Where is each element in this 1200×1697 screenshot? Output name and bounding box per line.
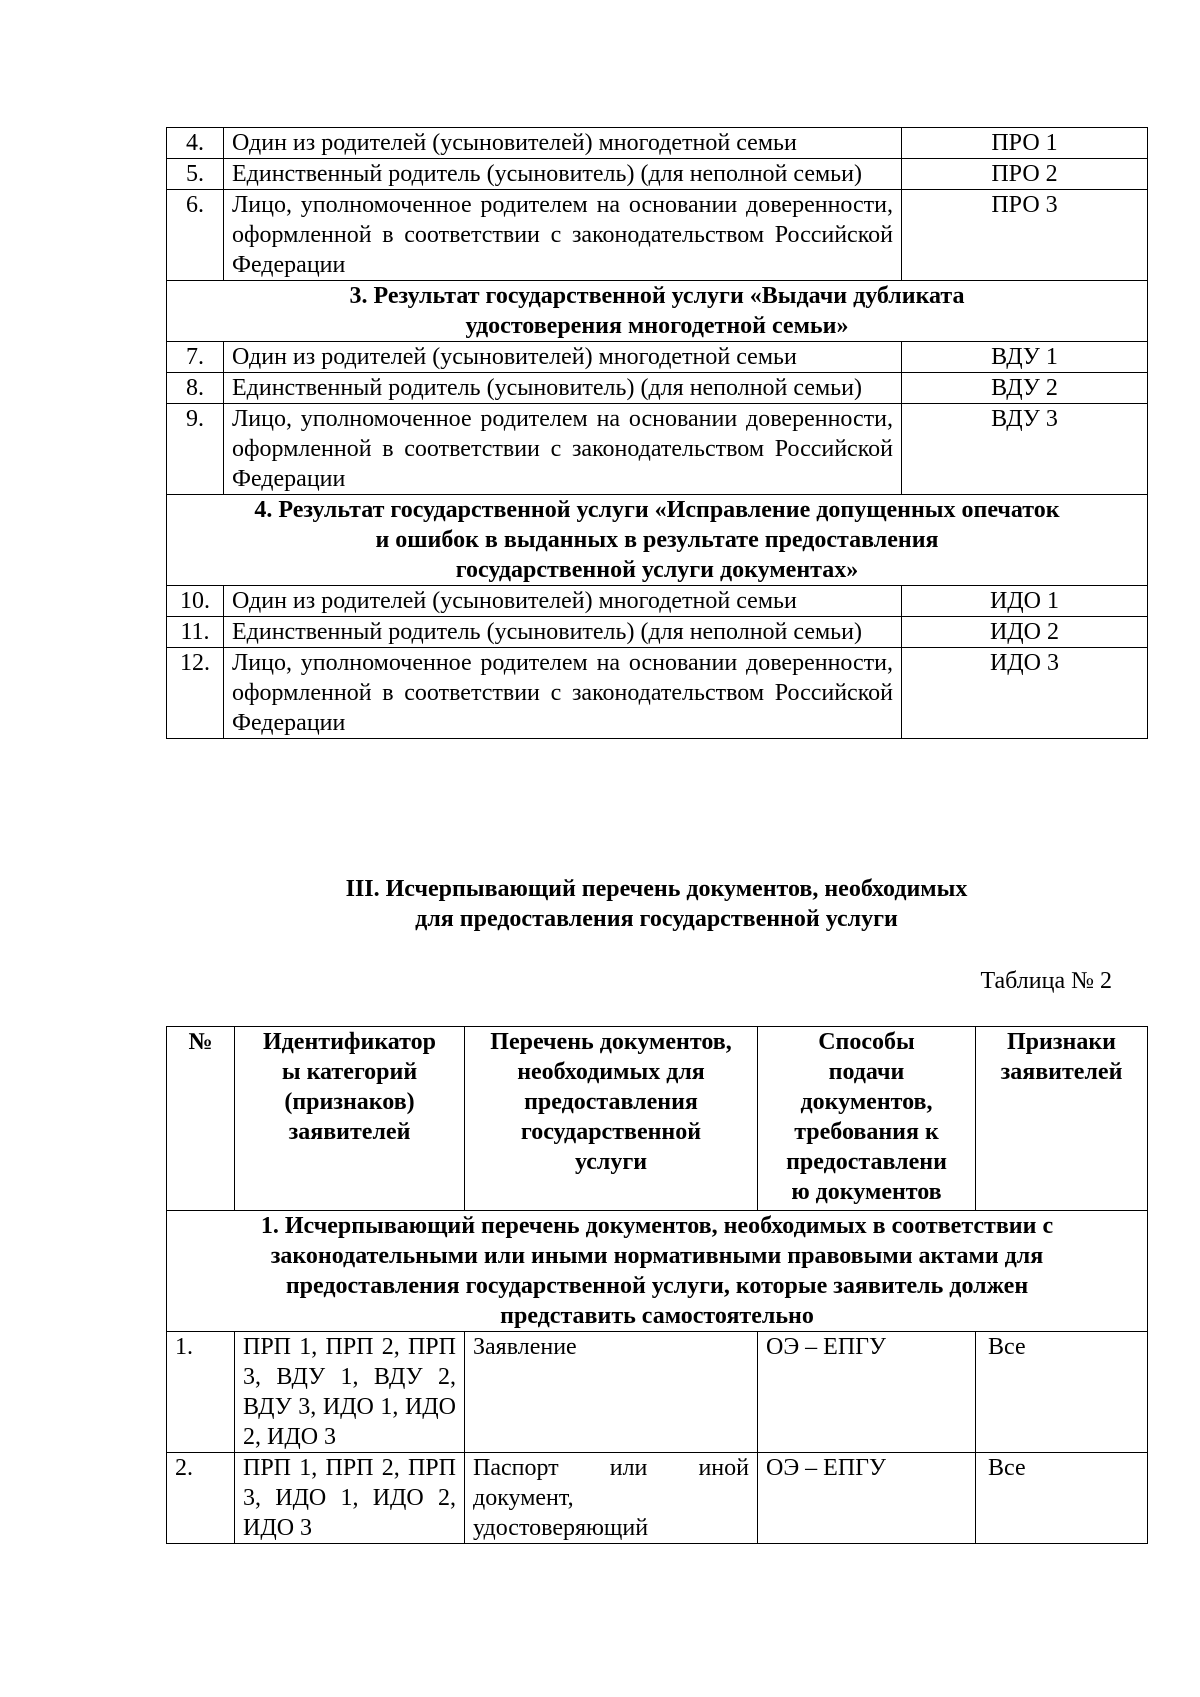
header-documents: Перечень документов, необходимых для предоставления государственной услуги — [465, 1027, 758, 1211]
row-code: ВДУ 1 — [902, 342, 1148, 373]
row-text: Единственный родитель (усыновитель) (для неполной семьи) — [224, 617, 902, 648]
row-code: ВДУ 3 — [902, 404, 1148, 495]
row-identifiers: ПРП 1, ПРП 2, ПРП 3, ВДУ 1, ВДУ 2, ВДУ 3, ИДО 1, ИДО 2, ИДО 3 — [235, 1332, 465, 1453]
section-heading: 1. Исчерпывающий перечень документов, необходимых в соответствии с законодательными или иными нормативными правовыми актами для предоставления государственной услуги, которые заявитель должен представить самостоятельно — [167, 1211, 1148, 1332]
row-code: ИДО 2 — [902, 617, 1148, 648]
row-text: Один из родителей (усыновителей) многодетной семьи — [224, 342, 902, 373]
row-document: Паспорт или иной документ, удостоверяющий — [465, 1453, 758, 1544]
header-row — [167, 1027, 1148, 1211]
row-code: ИДО 1 — [902, 586, 1148, 617]
row-text: Лицо, уполномоченное родителем на основании доверенности, оформленной в соответствии с законодательством Российской Федерации — [224, 404, 902, 495]
table-row — [167, 190, 1148, 281]
row-number: 10. — [167, 586, 224, 617]
row-code: ИДО 3 — [902, 648, 1148, 739]
table-row — [167, 404, 1148, 495]
row-text: Один из родителей (усыновителей) многодетной семьи — [224, 586, 902, 617]
table-row — [167, 342, 1148, 373]
table-row — [167, 1332, 1148, 1453]
row-number: 7. — [167, 342, 224, 373]
row-number: 11. — [167, 617, 224, 648]
header-methods: Способы подачи документов, требования к предоставлени ю документов — [758, 1027, 976, 1211]
section-row — [167, 495, 1148, 586]
row-number: 8. — [167, 373, 224, 404]
row-text: Единственный родитель (усыновитель) (для неполной семьи) — [224, 159, 902, 190]
row-signs: Все — [976, 1453, 1148, 1544]
header-signs: Признаки заявителей — [976, 1027, 1148, 1211]
header-identifiers: Идентификатор ы категорий (признаков) заявителей — [235, 1027, 465, 1211]
row-text: Один из родителей (усыновителей) многодетной семьи — [224, 128, 902, 159]
section-heading: 3. Результат государственной услуги «Выдачи дубликата удостоверения многодетной семьи» — [167, 281, 1148, 342]
header-number: № — [167, 1027, 235, 1211]
section-title: III. Исчерпывающий перечень документов, необходимых для предоставления государственной услуги — [345, 876, 968, 932]
row-number: 9. — [167, 404, 224, 495]
row-method: ОЭ – ЕПГУ — [758, 1453, 976, 1544]
table-row — [167, 128, 1148, 159]
section-row — [167, 281, 1148, 342]
row-text: Лицо, уполномоченное родителем на основании доверенности, оформленной в соответствии с законодательством Российской Федерации — [224, 648, 902, 739]
table-row — [167, 586, 1148, 617]
row-text: Лицо, уполномоченное родителем на основании доверенности, оформленной в соответствии с законодательством Российской Федерации — [224, 190, 902, 281]
documents-table — [166, 1026, 1148, 1544]
row-method: ОЭ – ЕПГУ — [758, 1332, 976, 1453]
section-heading: 4. Результат государственной услуги «Исправление допущенных опечаток и ошибок в выданных в результате предоставления государственной услуги документах» — [167, 495, 1148, 586]
row-code: ПРО 2 — [902, 159, 1148, 190]
row-code: ПРО 3 — [902, 190, 1148, 281]
row-text: Единственный родитель (усыновитель) (для неполной семьи) — [224, 373, 902, 404]
applicant-categories-table — [166, 127, 1148, 739]
section-row — [167, 1211, 1148, 1332]
row-code: ПРО 1 — [902, 128, 1148, 159]
row-identifiers: ПРП 1, ПРП 2, ПРП 3, ИДО 1, ИДО 2, ИДО 3 — [235, 1453, 465, 1544]
table-caption: Таблица № 2 — [980, 968, 1112, 994]
row-number: 12. — [167, 648, 224, 739]
row-number: 1. — [167, 1332, 235, 1453]
row-code: ВДУ 2 — [902, 373, 1148, 404]
table-row — [167, 617, 1148, 648]
table-row — [167, 1453, 1148, 1544]
row-number: 6. — [167, 190, 224, 281]
table-row — [167, 648, 1148, 739]
row-number: 5. — [167, 159, 224, 190]
table-row — [167, 373, 1148, 404]
row-number: 4. — [167, 128, 224, 159]
row-number: 2. — [167, 1453, 235, 1544]
row-signs: Все — [976, 1332, 1148, 1453]
table-row — [167, 159, 1148, 190]
row-document: Заявление — [465, 1332, 758, 1453]
